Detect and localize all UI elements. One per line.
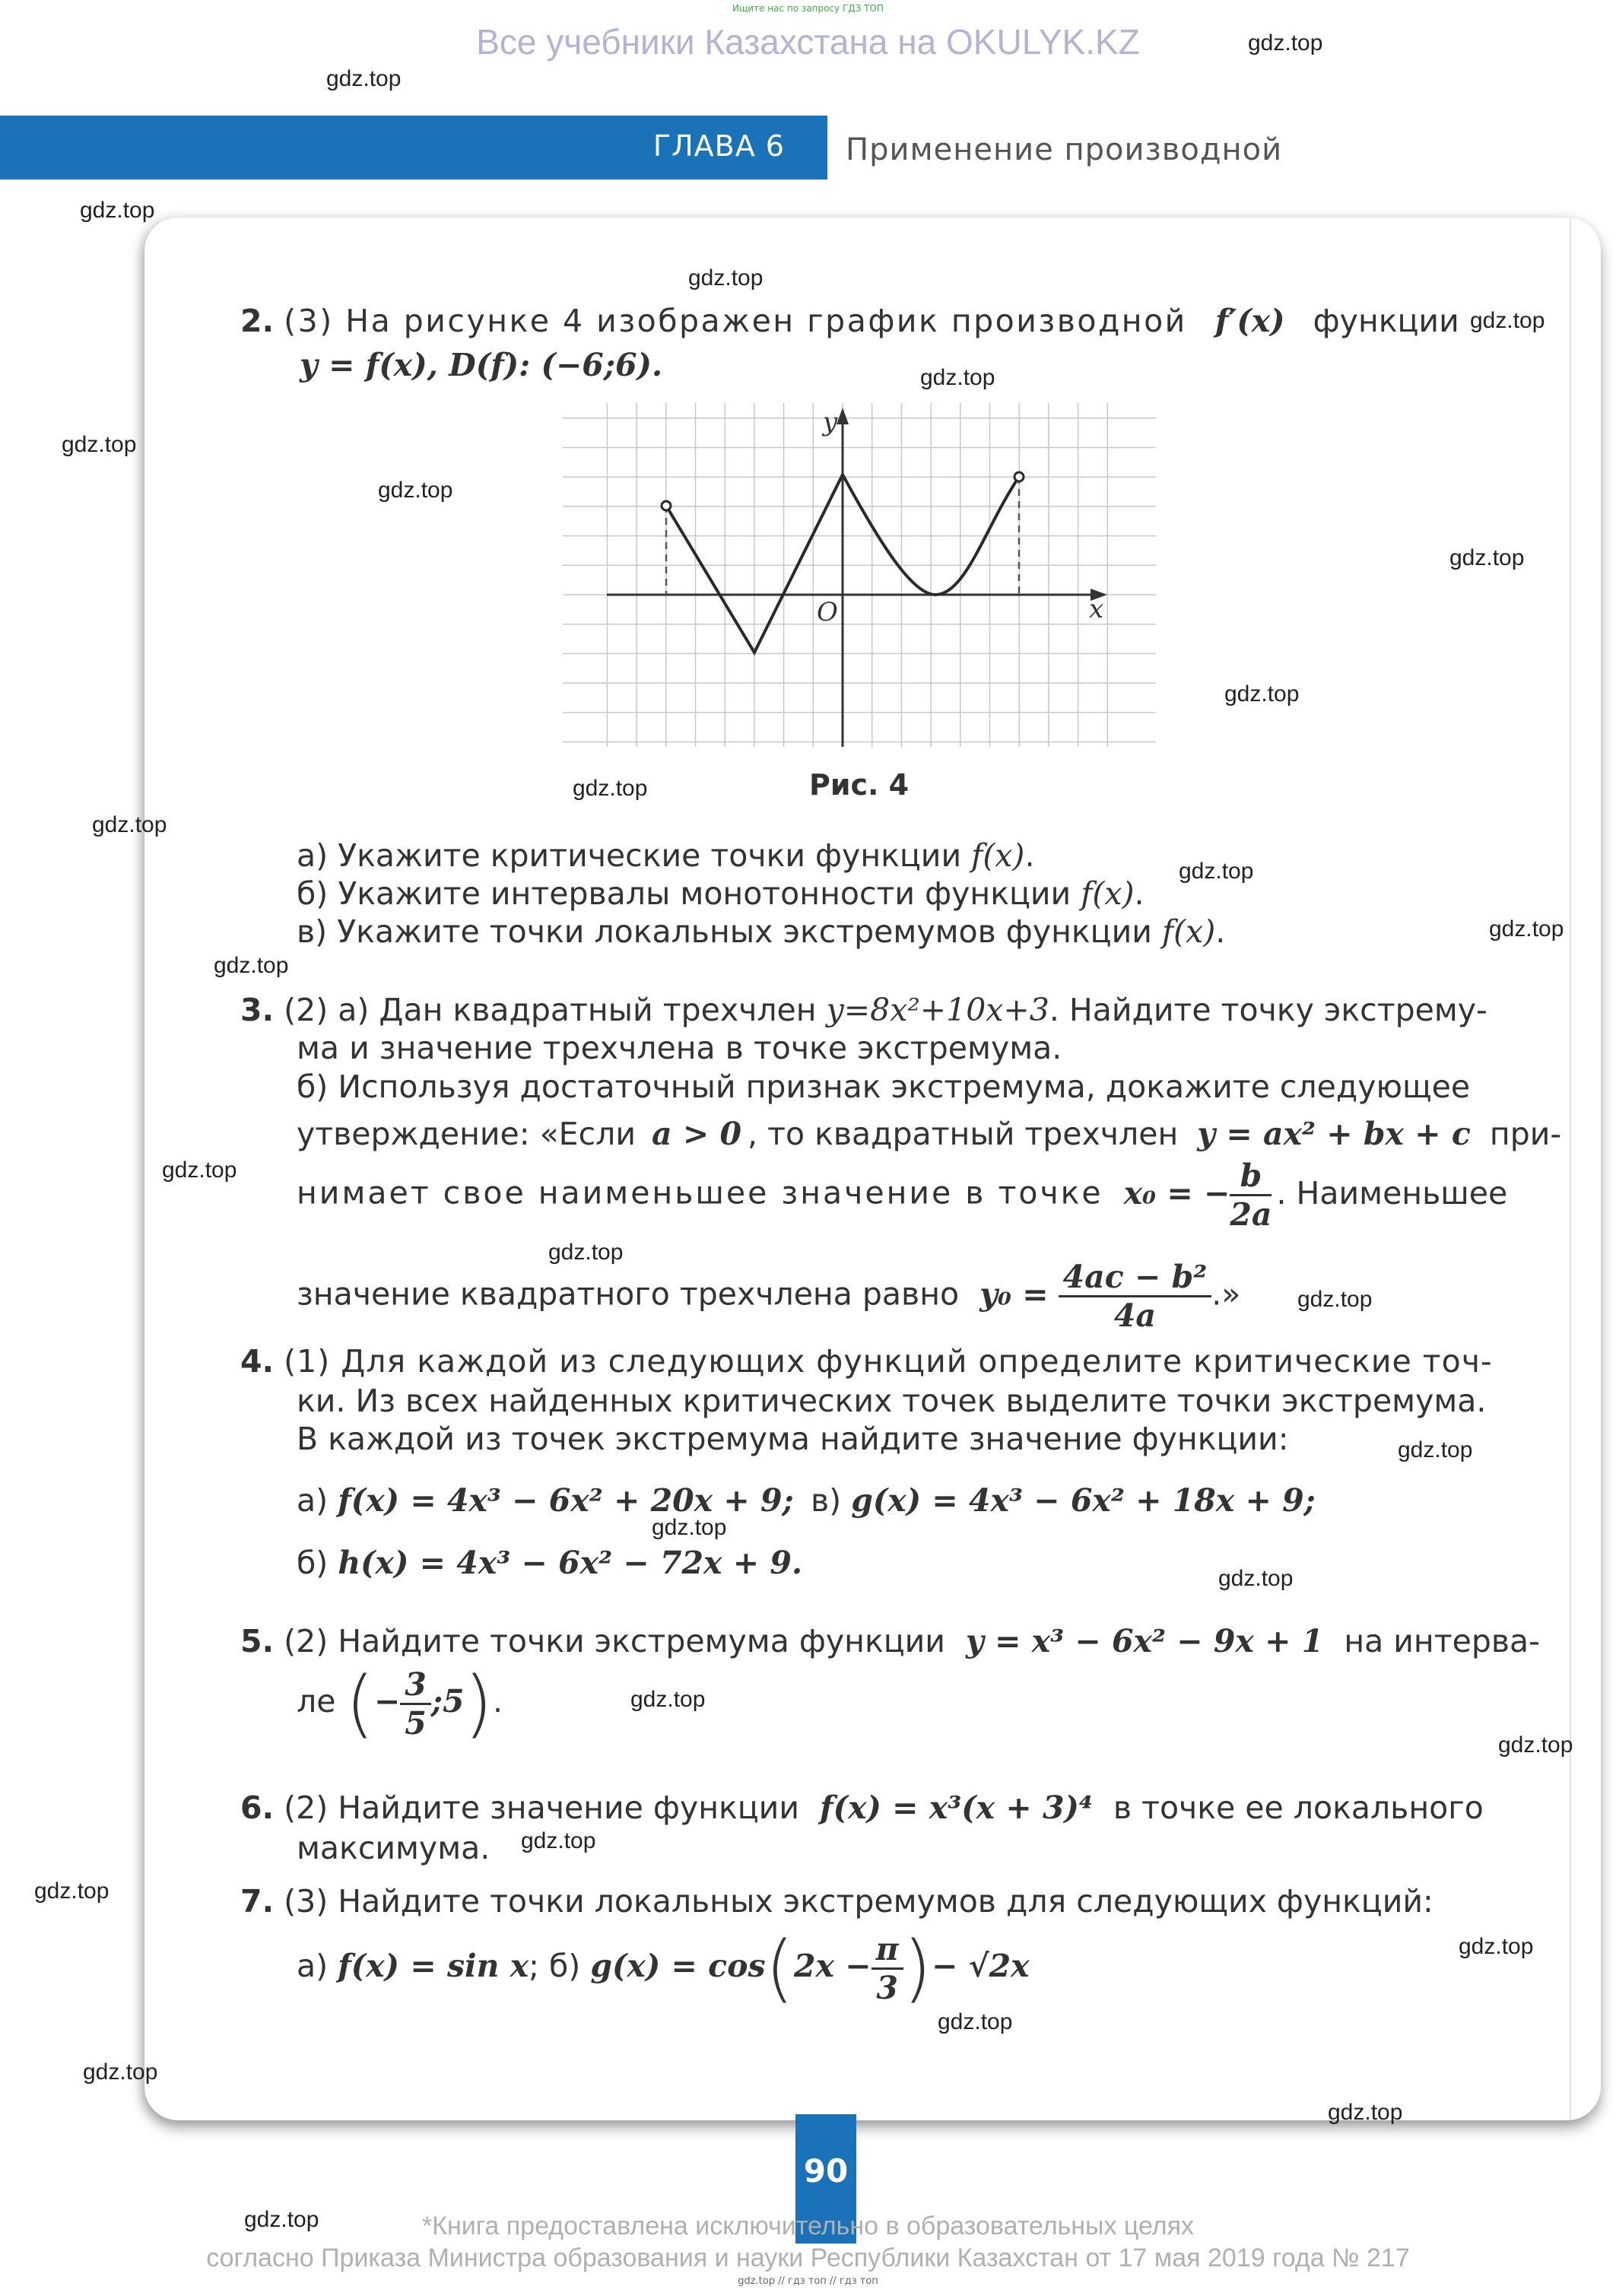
formula: f(x) = x³(x + 3)⁴ <box>820 1789 1093 1826</box>
task-3-line-4: утверждение: «Если a > 0 , то квадратный трехчлен y = ax² + bx + c при- <box>297 1116 1562 1152</box>
page-number: 90 <box>803 2152 849 2190</box>
promo-text: Ищите нас по запросу ГДЗ ТОП <box>732 3 884 14</box>
task-text: (3) На рисунке 4 изображен график производной <box>284 303 1187 339</box>
task-4-item-a: а) f(x) = 4x³ − 6x² + 20x + 9; <box>297 1482 794 1519</box>
fraction: $\frac{\text{4ac − b²}}{4a}$ <box>1059 1259 1212 1334</box>
origin-label: O <box>817 597 838 627</box>
formula: f(x) = sin x <box>338 1948 529 1984</box>
formula: y = x³ − 6x² − 9x + 1 <box>966 1623 1324 1659</box>
task-3-line-5: нимает свое наименьшее значение в точке x₀ = − $\frac{b}{2a}$ . Наименьшее <box>297 1158 1508 1233</box>
watermark: gdz.top <box>630 1687 706 1712</box>
watermark: gdz.top <box>548 1240 624 1265</box>
task-number: 5. <box>240 1623 275 1659</box>
formula: y = ax² + bx + c <box>1197 1116 1471 1152</box>
task-3-line-6: значение квадратного трехчлена равно y₀ = $\frac{\text{4ac − b²}}{4a}$ .» <box>297 1259 1241 1334</box>
task-4-line-2: ки. Из всех найденных критических точек выделите точки экстремума. <box>297 1383 1487 1419</box>
formula: f(x) <box>1161 913 1216 950</box>
open-endpoint-right <box>1014 472 1024 481</box>
watermark: gdz.top <box>1248 30 1323 56</box>
watermark: gdz.top <box>1218 1566 1294 1591</box>
task-2-line-2: y = f(x), D(f): (−6;6). <box>300 347 663 383</box>
watermark: gdz.top <box>34 1878 110 1904</box>
formula: x₀ = − <box>1123 1174 1230 1212</box>
site-title[interactable]: Все учебники Казахстана на OKULYK.KZ <box>476 22 1140 62</box>
open-endpoint-left <box>662 501 671 510</box>
formula: y₀ = <box>979 1275 1049 1313</box>
task-number: 6. <box>240 1789 275 1826</box>
task-6-line-1: 6. (2) Найдите значение функции f(x) = x³(x + 3)⁴ в точке ее локального <box>240 1789 1484 1826</box>
task-2-item-a: а) Укажите критические точки функции f(x). <box>297 837 1035 874</box>
footer-line-2: согласно Приказа Министра образования и науки Республики Казахстан от 17 мая 2019 года № 217 <box>206 2244 1410 2272</box>
chapter-band <box>0 116 827 179</box>
watermark: gdz.top <box>938 2009 1013 2034</box>
x-axis-label: x <box>1089 594 1104 624</box>
watermark: gdz.top <box>1328 2100 1403 2125</box>
task-number: 7. <box>240 1883 275 1920</box>
watermark: gdz.top <box>1297 1287 1373 1312</box>
task-5-line-1: 5. (2) Найдите точки экстремума функции y = x³ − 6x² − 9x + 1 на интерва- <box>240 1623 1540 1659</box>
watermark: gdz.top <box>62 432 137 457</box>
watermark: gdz.top <box>80 198 155 223</box>
task-4-line-3: В каждой из точек экстремума найдите значение функции: <box>297 1421 1289 1457</box>
task-7-line-2: а) f(x) = sin x; б) g(x) = cos(2x − $\frac{\pi}{3}$ )− √2x <box>297 1926 1030 2011</box>
task-text: функции <box>1313 303 1459 339</box>
chapter-title: Применение производной <box>846 132 1283 167</box>
watermark: gdz.top <box>378 478 453 503</box>
formula: a > 0 <box>652 1116 742 1152</box>
watermark: gdz.top <box>521 1828 596 1853</box>
watermark: gdz.top <box>244 2207 319 2232</box>
formula: g(x) = cos <box>590 1948 766 1984</box>
fraction: $\frac{b}{2a}$ <box>1230 1158 1272 1233</box>
formula: g(x) = 4x³ − 6x² + 18x + 9; <box>851 1482 1316 1519</box>
watermark: gdz.top <box>652 1515 727 1540</box>
fraction: $\frac{3}{5}$ <box>400 1666 431 1742</box>
formula: f(x) <box>971 837 1025 874</box>
task-2-item-c: в) Укажите точки локальных экстремумов функции f(x). <box>297 913 1226 950</box>
graph-axes <box>607 415 1100 747</box>
card-edge <box>1570 218 1571 2120</box>
watermark: gdz.top <box>1449 545 1525 570</box>
watermark: gdz.top <box>1398 1437 1473 1462</box>
watermark: gdz.top <box>1498 1732 1573 1758</box>
watermark: gdz.top <box>214 953 289 978</box>
task-2-item-b: б) Укажите интервалы монотонности функции f(x). <box>297 875 1145 912</box>
formula: f(x) <box>1081 875 1135 912</box>
task-number: 3. <box>240 992 275 1028</box>
watermark: gdz.top <box>920 365 995 390</box>
task-number: 2. <box>240 303 275 339</box>
footer-small: gdz.top // гдз топ // гдз топ <box>738 2275 878 2287</box>
formula: f(x) = 4x³ − 6x² + 20x + 9; <box>338 1482 794 1519</box>
task-5-line-2: ле (− $\frac{3}{5}$ ;5). <box>297 1661 503 1746</box>
watermark: gdz.top <box>1179 859 1254 884</box>
task-3-line-2: ма и значение трехчлена в точке экстремума. <box>297 1030 1062 1066</box>
task-2-line-1 <box>240 302 1459 340</box>
task-4-item-b: б) h(x) = 4x³ − 6x² − 72x + 9. <box>297 1545 803 1581</box>
task-number: 4. <box>240 1343 275 1380</box>
task-4-line-1: 4. (1) Для каждой из следующих функций определите критические точ- <box>240 1343 1493 1380</box>
figure-caption: Рис. 4 <box>809 768 910 802</box>
watermark: gdz.top <box>1459 1934 1534 1959</box>
watermark: gdz.top <box>688 265 764 291</box>
chapter-label: ГЛАВА 6 <box>652 129 785 163</box>
task-6-line-2: максимума. <box>297 1830 491 1866</box>
fraction: $\frac{\pi}{3}$ <box>871 1931 903 2006</box>
task-3-line-3: б) Используя достаточный признак экстремума, докажите следующее <box>297 1069 1471 1105</box>
task-4-item-v: в) g(x) = 4x³ − 6x² + 18x + 9; <box>811 1482 1316 1519</box>
footer-line-1: *Книга предоставлена исключительно в образовательных целях <box>421 2212 1195 2240</box>
formula: y=8x²+10x+3 <box>826 992 1049 1028</box>
watermark: gdz.top <box>92 812 167 837</box>
graph-grid <box>563 403 1156 747</box>
derivative-graph-figure <box>555 395 1164 753</box>
watermark: gdz.top <box>326 66 402 91</box>
watermark: gdz.top <box>83 2059 158 2085</box>
formula: h(x) = 4x³ − 6x² − 72x + 9. <box>338 1545 803 1581</box>
task-3-line-1: 3. (2) а) Дан квадратный трехчлен y=8x²+10x+3. Найдите точку экстрему- <box>240 992 1487 1028</box>
task-7-line-1: 7. (3) Найдите точки локальных экстремумов для следующих функций: <box>240 1883 1433 1920</box>
watermark: gdz.top <box>162 1158 237 1183</box>
watermark: gdz.top <box>1224 681 1300 707</box>
formula: f′(x) <box>1214 303 1285 339</box>
y-axis-arrow <box>837 408 849 424</box>
watermark: gdz.top <box>1470 308 1545 333</box>
y-axis-label: y <box>823 407 838 437</box>
watermark: gdz.top <box>1489 916 1564 942</box>
watermark: gdz.top <box>573 776 648 801</box>
